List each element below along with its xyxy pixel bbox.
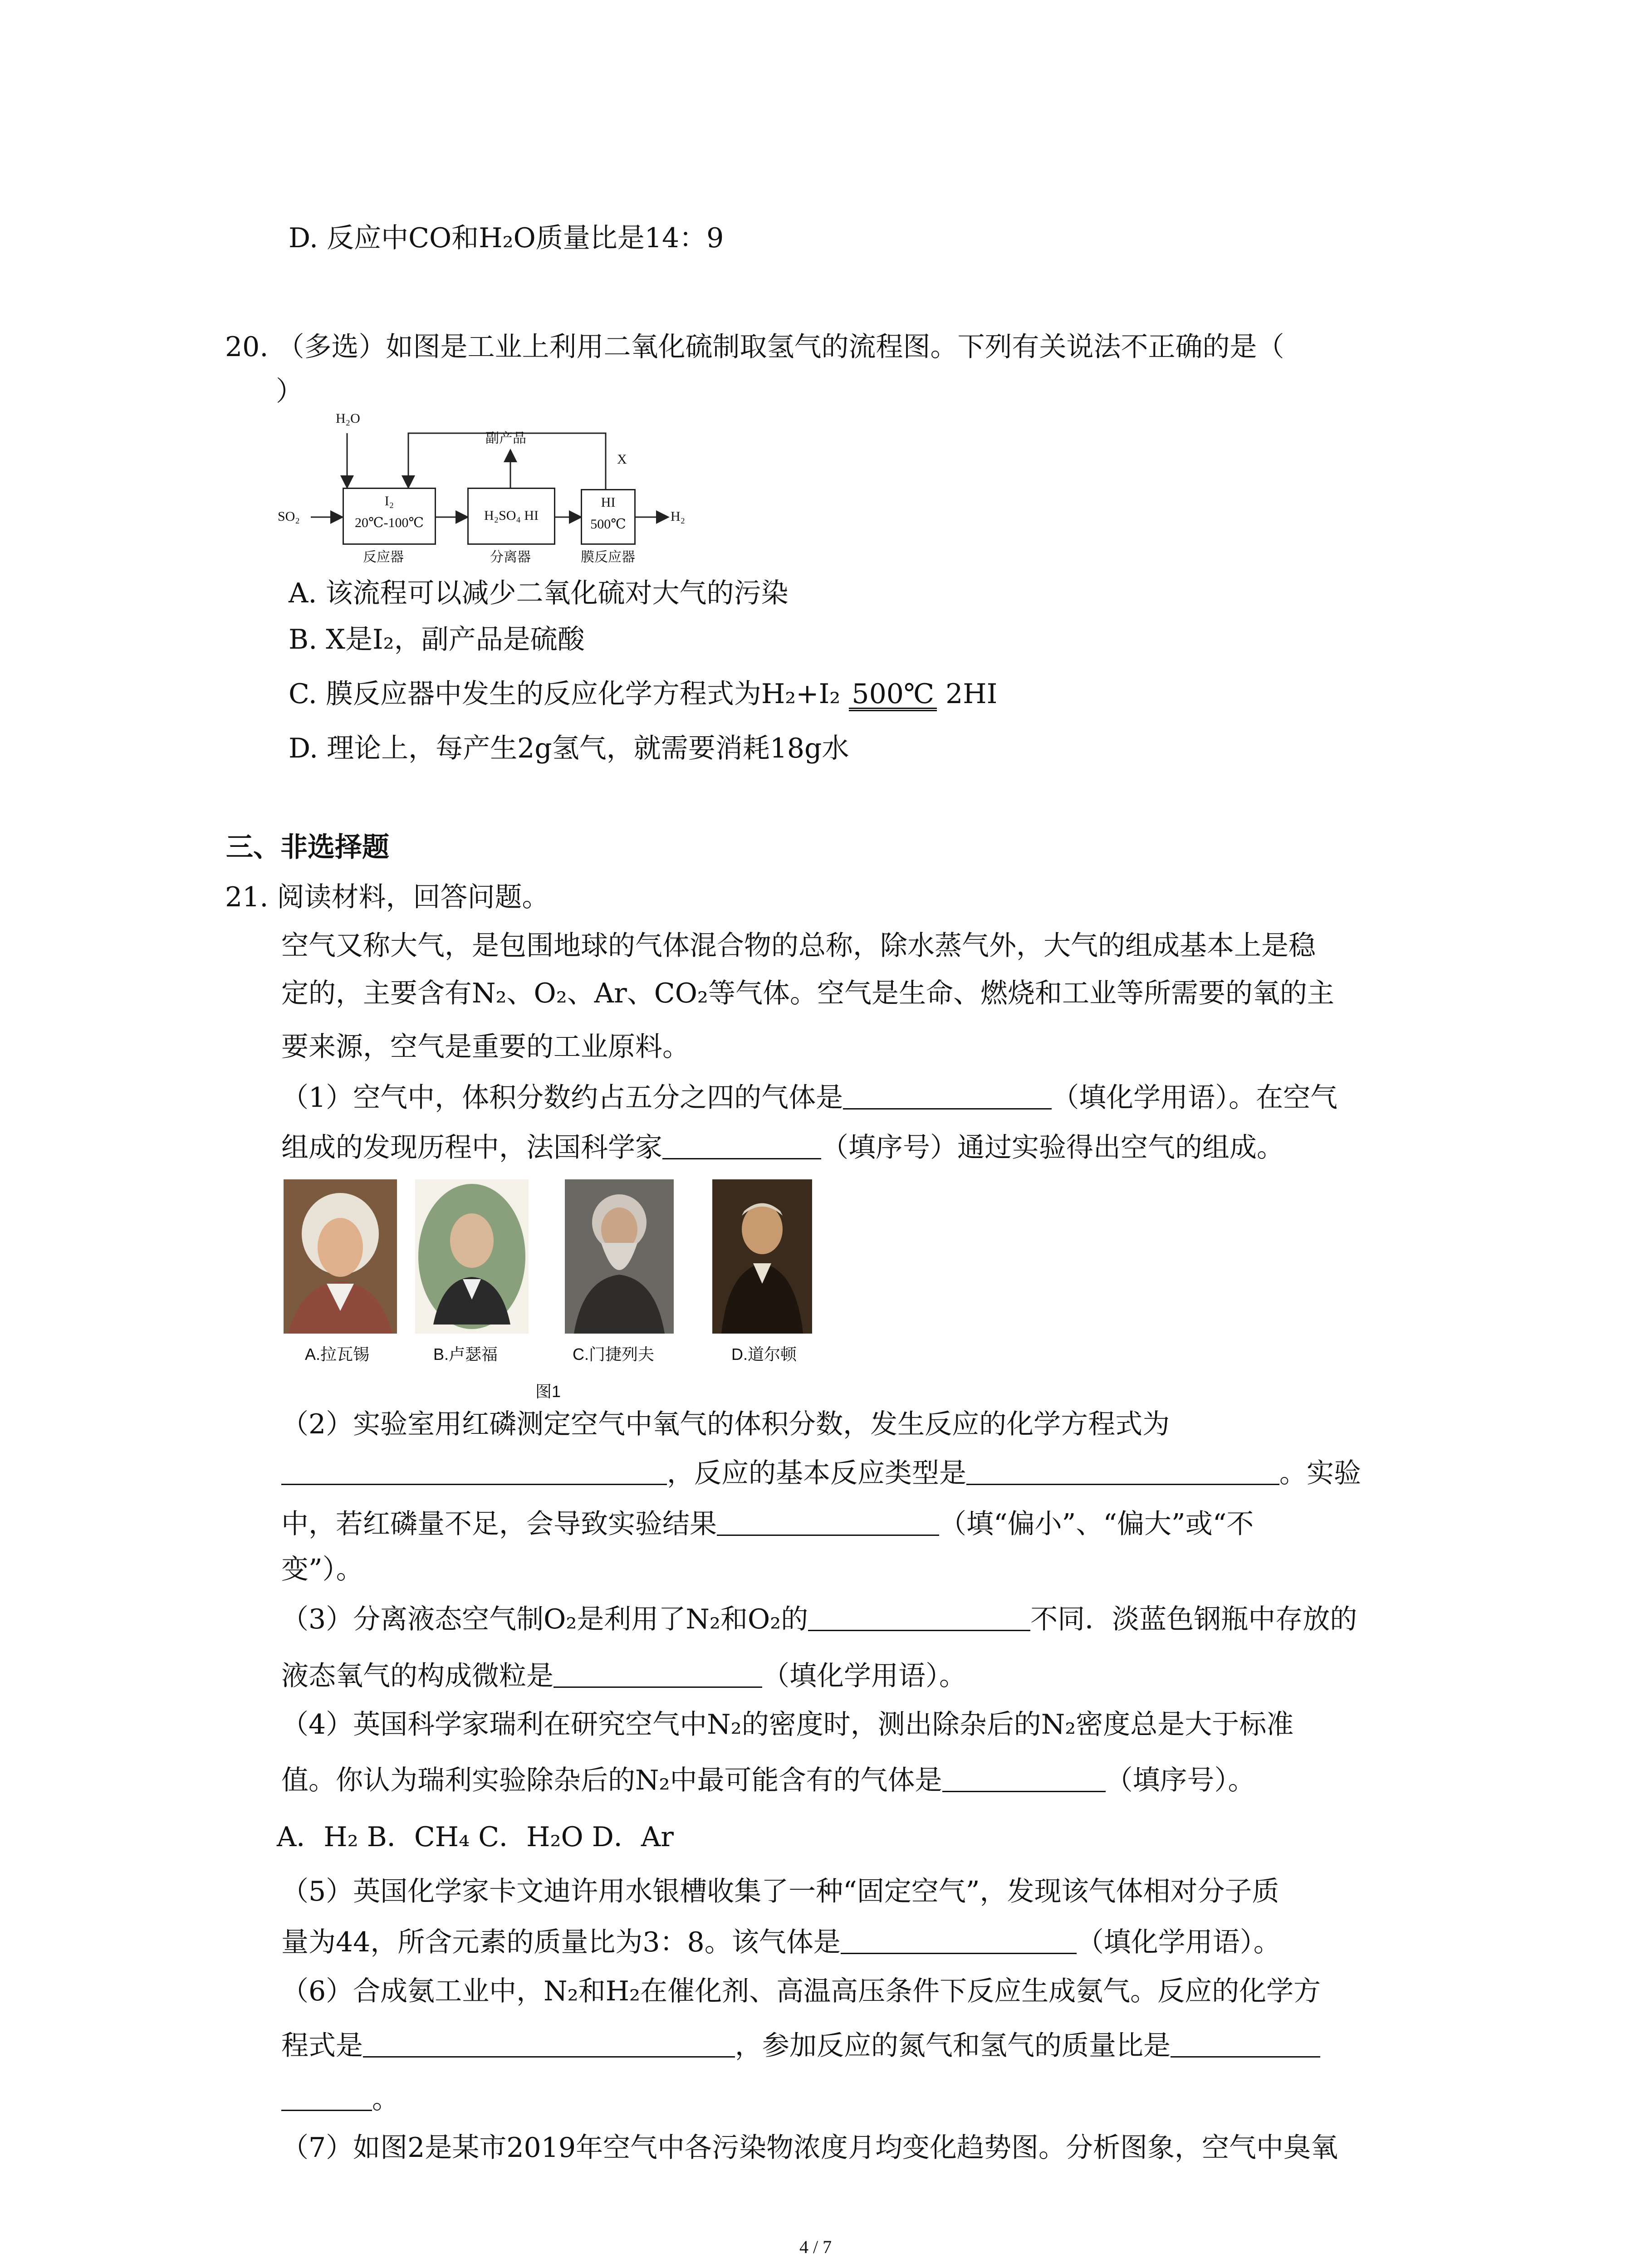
q21-p6-line3 bbox=[281, 2083, 399, 2115]
answer-blank[interactable] bbox=[281, 2086, 372, 2111]
caption-c: C.门捷列夫 bbox=[573, 1345, 655, 1364]
text: 。 bbox=[372, 2083, 399, 2115]
answer-blank[interactable] bbox=[808, 1606, 1030, 1631]
section-title: 三、非选择题 bbox=[226, 831, 389, 863]
caption-a: A.拉瓦锡 bbox=[305, 1345, 370, 1364]
dalton-image bbox=[712, 1179, 812, 1334]
q20-stem-line1: 20. （多选）如图是工业上利用二氧化硫制取氢气的流程图。下列有关说法不正确的是（ bbox=[225, 331, 1284, 363]
option-c-condition: 500℃ bbox=[849, 680, 937, 711]
q20-stem-line2: ） bbox=[276, 376, 303, 407]
q21-p7-line1: （7）如图2是某市2019年空气中各污染物浓度月均变化趋势图。分析图象，空气中臭氧 bbox=[281, 2132, 1338, 2164]
text: 不同．淡蓝色钢瓶中存放的 bbox=[1030, 1603, 1357, 1635]
q21-p4-line1: （4）英国科学家瑞利在研究空气中N₂的密度时，测出除杂后的N₂密度总是大于标准 bbox=[281, 1709, 1294, 1740]
flow-diagram bbox=[272, 408, 699, 576]
membrane-reactor-name: 膜反应器 bbox=[581, 550, 635, 565]
q21-p3-line1 bbox=[281, 1603, 1357, 1635]
answer-blank[interactable] bbox=[363, 2033, 735, 2058]
q21-p2-line4: 变”）。 bbox=[281, 1554, 363, 1585]
mendeleev-image bbox=[565, 1179, 674, 1334]
q21-intro: 21. 阅读材料，回答问题。 bbox=[225, 881, 549, 913]
q20-option-b: B. X是I₂，副产品是硫酸 bbox=[289, 624, 585, 655]
q21-p1-line1 bbox=[281, 1082, 1338, 1114]
text: 组成的发现历程中，法国科学家 bbox=[281, 1132, 662, 1163]
caption-b: B.卢瑟福 bbox=[433, 1345, 498, 1364]
q20-option-c bbox=[289, 680, 997, 711]
answer-blank[interactable] bbox=[281, 1460, 667, 1485]
byproduct-label: 副产品 bbox=[485, 431, 526, 446]
text: ，反应的基本反应类型是 bbox=[667, 1457, 966, 1489]
answer-blank[interactable] bbox=[717, 1511, 939, 1536]
text: 程式是 bbox=[281, 2030, 363, 2062]
answer-blank[interactable] bbox=[841, 1929, 1077, 1954]
q21-p5-line2 bbox=[281, 1926, 1281, 1958]
text: （填“偏小”、“偏大”或“不 bbox=[939, 1508, 1254, 1540]
answer-blank[interactable] bbox=[662, 1134, 821, 1159]
membrane-line1: HI bbox=[601, 495, 616, 510]
reactor-line2: 20℃-100℃ bbox=[354, 515, 424, 530]
separator-name: 分离器 bbox=[490, 550, 531, 565]
reactor-name: 反应器 bbox=[363, 550, 404, 565]
q21-p2-line3 bbox=[281, 1510, 1254, 1538]
separator-box bbox=[467, 488, 555, 545]
text: （填化学用语）。在空气 bbox=[1052, 1082, 1338, 1114]
q21-p4-options: A．H₂ B．CH₄ C．H₂O D．Ar bbox=[277, 1821, 674, 1853]
separator-line: H₂SO₄ HI bbox=[484, 508, 539, 523]
text: （填化学用语）。 bbox=[762, 1660, 966, 1692]
membrane-line2: 500℃ bbox=[590, 517, 626, 532]
membrane-reactor-box bbox=[581, 489, 636, 545]
lavoisier-image bbox=[284, 1179, 397, 1334]
text: （填序号）通过实验得出空气的组成。 bbox=[821, 1132, 1284, 1163]
text: 中，若红磷量不足，会导致实验结果 bbox=[281, 1508, 717, 1540]
q19-option-d: D. 反应中CO和H₂O质量比是14：9 bbox=[289, 222, 724, 254]
q21-para-line2: 定的，主要含有N₂、O₂、Ar、CO₂等气体。空气是生命、燃烧和工业等所需要的氧的主 bbox=[281, 978, 1334, 1009]
portrait-lavoisier bbox=[284, 1179, 397, 1334]
reactor-box bbox=[343, 488, 436, 545]
x-label: X bbox=[617, 452, 627, 467]
q21-para-line1: 空气又称大气，是包围地球的气体混合物的总称，除水蒸气外，大气的组成基本上是稳 bbox=[281, 930, 1316, 962]
q21-p6-line1: （6）合成氨工业中，N₂和H₂在催化剂、高温高压条件下反应生成氨气。反应的化学方 bbox=[281, 1975, 1321, 2007]
answer-blank[interactable] bbox=[554, 1663, 762, 1688]
q20-option-a: A. 该流程可以减少二氧化硫对大气的污染 bbox=[289, 577, 789, 609]
answer-blank[interactable] bbox=[843, 1085, 1052, 1110]
figure1-label: 图1 bbox=[535, 1382, 561, 1401]
portrait-dalton bbox=[712, 1179, 812, 1334]
q21-p1-line2 bbox=[281, 1134, 1284, 1161]
text: （填化学用语）。 bbox=[1076, 1926, 1281, 1958]
answer-blank[interactable] bbox=[1171, 2033, 1320, 2058]
text: 。实验 bbox=[1279, 1457, 1361, 1489]
answer-blank[interactable] bbox=[942, 1767, 1106, 1792]
q21-p4-line2 bbox=[281, 1767, 1255, 1794]
text: 量为44，所含元素的质量比为3：8。该气体是 bbox=[281, 1926, 841, 1958]
option-c-prefix: C. 膜反应器中发生的反应化学方程式为H₂+I₂ bbox=[289, 678, 841, 710]
text: 液态氧气的构成微粒是 bbox=[281, 1660, 554, 1692]
answer-blank[interactable] bbox=[966, 1460, 1279, 1485]
q20-option-d: D. 理论上，每产生2g氢气，就需要消耗18g水 bbox=[289, 733, 849, 764]
text: （1）空气中，体积分数约占五分之四的气体是 bbox=[281, 1082, 843, 1114]
text: 值。你认为瑞利实验除杂后的N₂中最可能含有的气体是 bbox=[281, 1765, 942, 1796]
portrait-rutherford bbox=[415, 1179, 529, 1334]
reactor-line1: I₂ bbox=[384, 494, 394, 508]
text: （填序号）。 bbox=[1105, 1765, 1255, 1796]
caption-d: D.道尔顿 bbox=[731, 1345, 797, 1364]
q21-p5-line1: （5）英国化学家卡文迪许用水银槽收集了一种“固定空气”，发现该气体相对分子质 bbox=[281, 1876, 1279, 1907]
page-number: 4 / 7 bbox=[799, 2237, 832, 2257]
text: ，参加反应的氮气和氢气的质量比是 bbox=[735, 2030, 1171, 2062]
q21-p2-line2 bbox=[281, 1457, 1361, 1489]
portrait-mendeleev bbox=[565, 1179, 674, 1334]
q21-para-line3: 要来源，空气是重要的工业原料。 bbox=[281, 1031, 690, 1063]
q21-p2-line1: （2）实验室用红磷测定空气中氧气的体积分数，发生反应的化学方程式为 bbox=[281, 1408, 1170, 1440]
option-c-product: 2HI bbox=[945, 678, 998, 710]
rutherford-image bbox=[415, 1179, 529, 1334]
so2-label: SO₂ bbox=[278, 509, 300, 524]
q21-p3-line2 bbox=[281, 1662, 966, 1690]
h2o-label: H₂O bbox=[336, 411, 360, 426]
q21-p6-line2 bbox=[281, 2030, 1320, 2062]
text: （3）分离液态空气制O₂是利用了N₂和O₂的 bbox=[281, 1603, 808, 1635]
h2-label: H₂ bbox=[671, 509, 686, 524]
